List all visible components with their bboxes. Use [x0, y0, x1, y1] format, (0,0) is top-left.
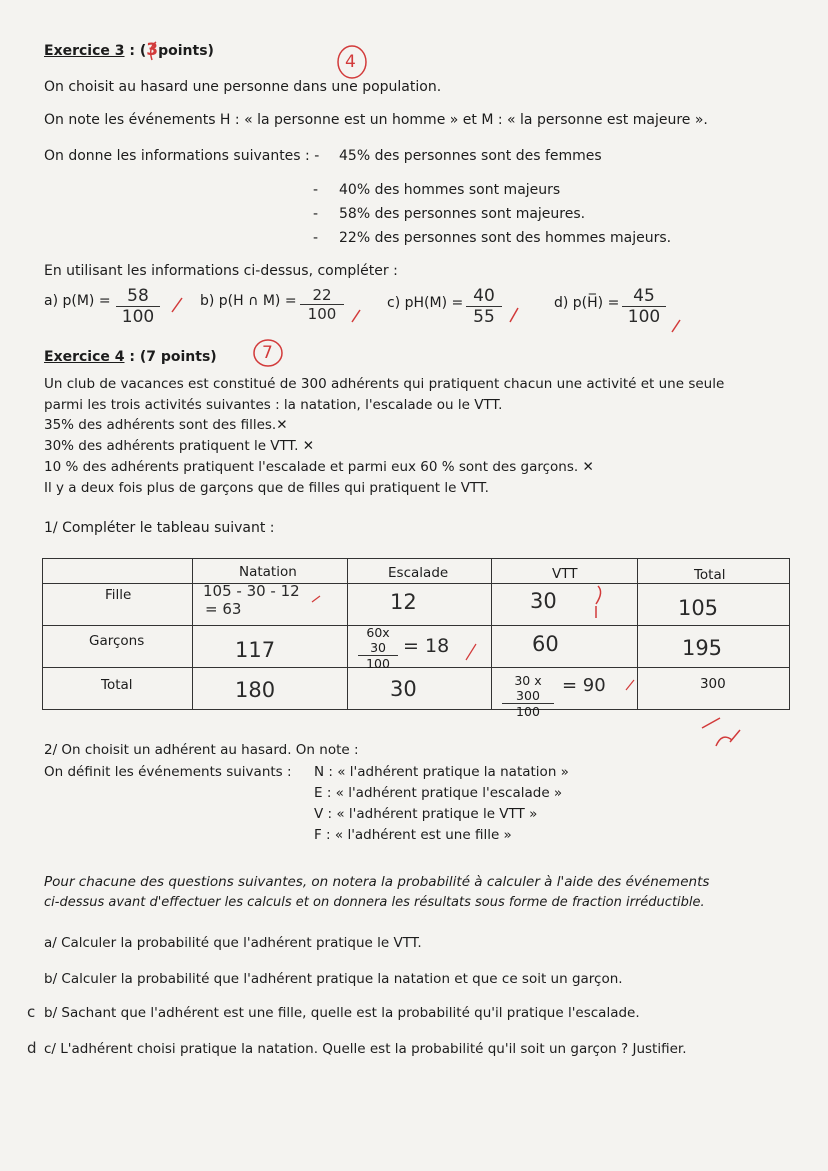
ex4-score-circle: 7	[262, 343, 273, 363]
event-e: E : « l'adhérent pratique l'escalade »	[314, 785, 563, 801]
ex3-score-circle: 4	[345, 52, 356, 72]
ex3-info-intro: On donne les informations suivantes : -	[44, 148, 320, 164]
question-mark-vtt	[596, 586, 601, 618]
cell-fille-escalade: 12	[348, 584, 492, 626]
cell-garcons-vtt: 60	[491, 626, 637, 668]
row-label-fille: Fille	[43, 584, 193, 626]
score-circle-ex4-mark	[254, 340, 282, 366]
ex3-info-4: 22% des personnes sont des hommes majeurs.	[339, 230, 672, 246]
total-mark	[702, 718, 740, 746]
ex3-qc-den: 55	[473, 307, 495, 327]
cell-fille-vtt: 30	[491, 584, 637, 626]
check-mark-b	[352, 310, 360, 322]
ex3-line1: On choisit au hasard une personne dans une population.	[44, 79, 442, 95]
score-circle-ex3-mark	[338, 46, 366, 78]
ex3-instruction: En utilisant les informations ci-dessus, compléter :	[44, 263, 398, 279]
ex4-note-line1: Pour chacune des questions suivantes, on notera la probabilité à calculer à l'aide des événements	[44, 874, 710, 890]
ex3-qb-num: 22	[300, 286, 344, 305]
ex3-qb-den: 100	[307, 305, 337, 323]
header-natation: Natation	[193, 559, 348, 584]
check-mark-a	[172, 298, 182, 312]
ex3-dash-4: -	[313, 230, 319, 246]
cell-garcons-total: 195	[637, 626, 789, 668]
header-escalade: Escalade	[348, 559, 492, 584]
ex4-line5-text: 10 % des adhérents pratiquent l'escalade et parmi eux 60 % sont des garçons.	[44, 459, 579, 475]
event-v: V : « l'adhérent pratique le VTT »	[314, 806, 538, 822]
cell-total-total: 300	[637, 668, 789, 710]
ex3-qd-num: 45	[622, 286, 666, 307]
ex3-qc-label: c) pH(M) =	[387, 295, 464, 311]
ex4-note-line2: ci-dessus avant d'effectuer les calculs et on donnera les résultats sous forme de fraction irréductible.	[44, 895, 705, 910]
ex3-info-2: 40% des hommes sont majeurs	[339, 182, 561, 198]
ex3-line2: On note les événements H : « la personne est un homme » et M : « la personne est majeure ».	[44, 112, 708, 128]
cell-total-natation: 180	[193, 668, 348, 710]
ex3-points-suffix: points)	[158, 43, 214, 59]
check-mark-table-1	[312, 596, 320, 602]
ex4-qd: c/ L'adhérent choisi pratique la natation. Quelle est la probabilité qu'il soit un garçon ? Justifier.	[44, 1041, 687, 1057]
ex3-dash-2: -	[313, 182, 319, 198]
ex3-qd-label: d) p(H̅) =	[554, 295, 620, 311]
ex4-title: Exercice 4	[44, 349, 125, 365]
ex4-q2-line2: On définit les événements suivants :	[44, 764, 292, 780]
header-total: Total	[637, 559, 789, 584]
ex4-qc: b/ Sachant que l'adhérent est une fille, quelle est la probabilité qu'il pratique l'escalade.	[44, 1005, 640, 1021]
check-mark-d	[672, 320, 680, 332]
ex3-qa-den: 100	[121, 307, 155, 327]
points-correction-mark	[151, 42, 156, 60]
ex4-line1: Un club de vacances est constitué de 300 adhérents qui pratiquent chacun une activité et une seule	[44, 376, 725, 392]
ex4-line2: parmi les trois activités suivantes : la natation, l'escalade ou le VTT.	[44, 397, 503, 413]
ex3-qb-label: b) p(H ∩ M) =	[200, 293, 297, 309]
ex3-points-value: 3	[146, 40, 159, 60]
row-label-garcons: Garçons	[43, 626, 193, 668]
ex3-qc-num: 40	[466, 286, 502, 307]
ex4-q2-line1: 2/ On choisit un adhérent au hasard. On note :	[44, 742, 359, 758]
cell-garcons-escalade: $\frac{60x 30}{100}$ = 18	[348, 626, 492, 668]
ex3-qd-den: 100	[627, 307, 661, 327]
row-label-total: Total	[43, 668, 193, 710]
ex3-points-prefix: : (	[129, 43, 147, 59]
ex4-line3-text: 35% des adhérents sont des filles.	[44, 417, 277, 433]
check-mark-table-2	[466, 644, 476, 660]
ex3-qa-num: 58	[116, 286, 160, 307]
ex4-qc-hand-letter: c	[27, 1003, 36, 1021]
ex4-points: : (7 points)	[129, 349, 217, 365]
ex4-qb: b/ Calculer la probabilité que l'adhérent pratique la natation et que ce soit un garçon.	[44, 971, 623, 987]
event-n: N : « l'adhérent pratique la natation »	[314, 764, 569, 780]
ex4-cross-2: ✕	[302, 438, 315, 454]
cell-fille-natation: 105 - 30 - 12 = 63	[193, 584, 348, 626]
ex3-info-3: 58% des personnes sont majeures.	[339, 206, 586, 222]
ex4-cross-1: ✕	[276, 417, 288, 433]
ex4-cross-3: ✕	[582, 459, 594, 475]
ex3-info-1: 45% des personnes sont des femmes	[339, 148, 602, 164]
ex3-dash-3: -	[313, 206, 319, 222]
ex3-qa-label: a) p(M) =	[44, 293, 111, 309]
cell-fille-total: 105	[637, 584, 789, 626]
header-vtt: VTT	[491, 559, 637, 584]
cell-total-escalade: 30	[348, 668, 492, 710]
ex4-q1: 1/ Compléter le tableau suivant :	[44, 520, 275, 536]
cell-garcons-natation: 117	[193, 626, 348, 668]
ex4-qd-hand-letter: d	[27, 1039, 37, 1057]
event-f: F : « l'adhérent est une fille »	[314, 827, 512, 843]
ex4-line4-text: 30% des adhérents pratiquent le VTT.	[44, 438, 299, 454]
check-mark-c	[510, 308, 518, 322]
cell-total-vtt: $\frac{30 x 300}{100}$ = 90	[491, 668, 637, 710]
check-mark-table-3	[626, 680, 634, 690]
ex3-title: Exercice 3	[44, 43, 125, 59]
ex4-qa: a/ Calculer la probabilité que l'adhérent pratique le VTT.	[44, 935, 422, 951]
ex4-line6: Il y a deux fois plus de garçons que de filles qui pratiquent le VTT.	[44, 480, 489, 496]
